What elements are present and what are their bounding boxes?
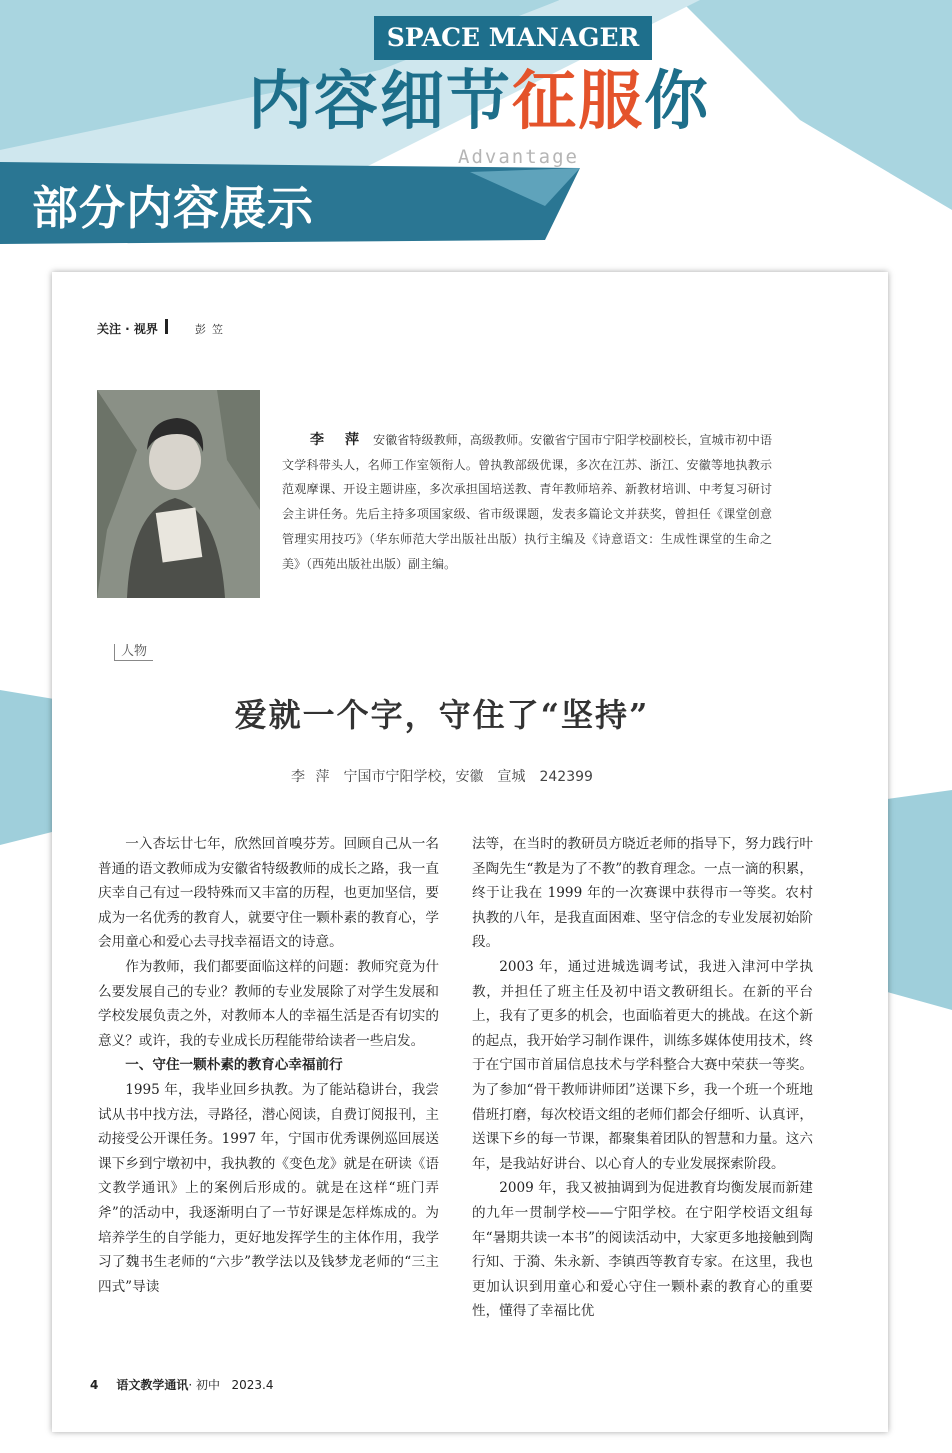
- headline: [248, 62, 710, 142]
- side-shape-left: [0, 690, 60, 845]
- paragraph: 法等，在当时的教研员方晓近老师的指导下，努力践行叶圣陶先生“教是为了不教”的教育理念。一点一滴的积累，终于让我在 1999 年的一次赛课中获得市一等奖。农村执教的八年，是我直面困难、坚守信念的专业发展初始阶段。: [472, 836, 813, 951]
- column-tag: 关注 · 视界: [97, 322, 158, 336]
- article-title: 爱就一个字，守住了“坚持”: [234, 696, 650, 734]
- headline-part2: 征服: [512, 65, 644, 139]
- headline-part3: 你: [644, 65, 710, 139]
- bio-text: 安徽省特级教师，高级教师。安徽省宁国市宁阳学校副校长，宣城市初中语文学科带头人，名师工作室领衔人。曾执教部级优课，多次在江苏、浙江、安徽等地执教示范观摩课、开设主题讲座，多次承担国培送教、青年教师培养、新教材培训、中考复习研讨会主讲任务。先后主持多项国家级、省市级课题，发表多篇论文并获奖，曾担任《课堂创意管理实用技巧》（华东师范大学出版社出版）执行主编及《诗意语文：生成性课堂的生命之美》（西苑出版社出版）副主编。: [282, 433, 772, 571]
- journal-edition: · 初中: [188, 1378, 221, 1392]
- category-label: 人物: [114, 644, 153, 661]
- space-manager-badge: SPACE MANAGER: [374, 16, 652, 60]
- paragraph: 2003 年，通过进城选调考试，我进入津河中学执教，并担任了班主任及初中语文教研组长。在新的平台上，我有了更多的机会，也面临着更大的挑战。在这个新的起点，我开始学习制作课件，训练多媒体使用技术，终于在宁国市首届信息技术与学科整合大赛中荣获一等奖。为了参加“骨干教师讲师团”送课下乡，我一个班一个班地借班打磨，每次校语文组的老师们都会仔细听、认真评，送课下乡的每一节课，都聚集着团队的智慧和力量。这六年，是我站好讲台、以心育人的专业发展探索阶段。: [472, 958, 813, 1172]
- editor-name: 彭笠: [195, 323, 229, 336]
- journal-name: 语文教学通讯: [116, 1378, 189, 1392]
- section-heading: 一、守住一颗朴素的教育心幸福前行: [125, 1057, 343, 1074]
- side-shape-right: [880, 790, 952, 1010]
- journal-issue: 2023.4: [231, 1378, 274, 1392]
- page-footer: [90, 1376, 273, 1393]
- banner-light-shape-right: [680, 0, 952, 210]
- paragraph: 1995 年，我毕业回乡执教。为了能站稳讲台，我尝试从书中找方法，寻路径，潜心阅读，自费订阅报刊，主动接受公开课任务。1997 年，宁国市优秀课例巡回展送课下乡到宁墩初中，我执教的《变色龙》就是在研读《语文教学通讯》上的案例后形成的。就是在这样“班门弄斧”的活动中，我逐渐明白了一节好课是怎样炼成的。为培养学生的自学能力，更好地发挥学生的主体作用，我学习了魏书生老师的“六步”教学法以及钱梦龙老师的“三主四式”导读: [98, 1081, 439, 1295]
- bio-name: 李 萍: [310, 432, 368, 448]
- paragraph: 一入杏坛廿七年，欣然回首嗅芬芳。回顾自己从一名普通的语文教师成为安徽省特级教师的成长之路，我一直庆幸自己有过一段特殊而又丰富的历程，也更加坚信，要成为一名优秀的教育人，就要守住一颗朴素的教育心，学会用童心和爱心去寻找幸福语文的诗意。: [98, 836, 439, 951]
- headline-part1: 内容细节: [248, 65, 512, 139]
- author-bio: [282, 428, 772, 576]
- advantage-subtitle: Advantage: [458, 146, 579, 168]
- author-photo-figure: [97, 390, 260, 598]
- paragraph: 作为教师，我们都要面临这样的问题：教师究竟为什么要发展自己的专业？教师的专业发展除了对学生发展和学校发展负责之外，对教师本人的幸福生活是否有切实的意义？或许，我的专业成长历程能带给读者一些启发。: [98, 958, 439, 1049]
- author-photo: [97, 390, 260, 598]
- column-tag-bar: [165, 319, 168, 334]
- paragraph: 2009 年，我又被抽调到为促进教育均衡发展而新建的九年一贯制学校——宁阳学校。在宁阳学校语文组每年“暑期共读一本书”的阅读活动中，大家更多地接触到陶行知、于漪、朱永新、李镇西等教育专家。在这里，我也更加认识到用童心和爱心守住一颗朴素的教育心的重要性，懂得了幸福比优: [472, 1180, 813, 1320]
- article-column-right: [472, 832, 813, 1324]
- article-column-left: [98, 832, 439, 1299]
- page-number: 4: [90, 1378, 99, 1392]
- article-byline: 李 萍 宁国市宁阳学校，安徽 宣城 242399: [291, 769, 593, 785]
- section-title: 部分内容展示: [32, 181, 314, 235]
- article-page: [52, 272, 888, 1432]
